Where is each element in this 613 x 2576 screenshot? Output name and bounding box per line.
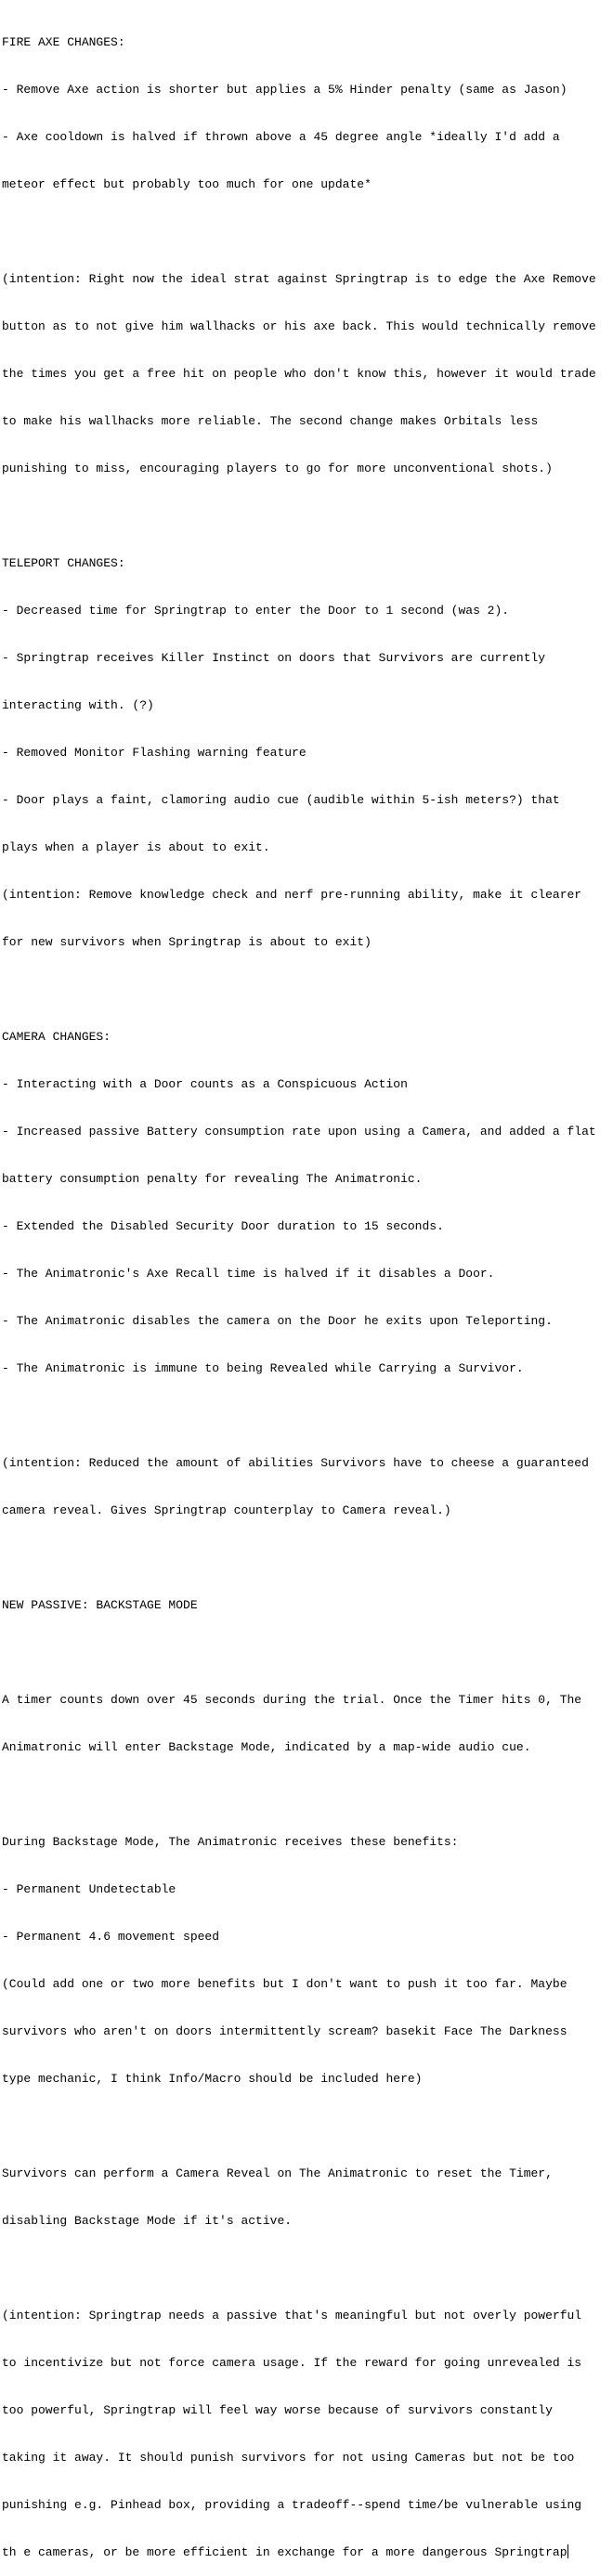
text-line xyxy=(2,982,611,997)
text-line xyxy=(2,1645,611,1660)
text-line: During Backstage Mode, The Animatronic receives these benefits: xyxy=(2,1835,459,1849)
text-line: taking it away. It should punish survivors for not using Cameras but not be too xyxy=(2,2451,575,2465)
text-line: Animatronic will enter Backstage Mode, indicated by a map-wide audio cue. xyxy=(2,1740,531,1754)
text-line: - Axe cooldown is halved if thrown above a 45 degree angle *ideally I'd add a xyxy=(2,130,560,144)
text-line: (intention: Reduced the amount of abilities Survivors have to cheese a guaranteed xyxy=(2,1456,589,1470)
text-line: - Extended the Disabled Security Door duration to 15 seconds. xyxy=(2,1219,444,1233)
text-line: interacting with. (?) xyxy=(2,698,154,712)
text-line: - The Animatronic is immune to being Revealed while Carrying a Survivor. xyxy=(2,1361,524,1375)
text-line: A timer counts down over 45 seconds during the trial. Once the Timer hits 0, The xyxy=(2,1693,582,1707)
text-line: the times you get a free hit on people who don't know this, however it would trade xyxy=(2,367,596,381)
text-line: (Could add one or two more benefits but I don't want to push it too far. Maybe xyxy=(2,1977,567,1991)
text-line: - Permanent Undetectable xyxy=(2,1882,176,1896)
text-line: Survivors can perform a Camera Reveal on The Animatronic to reset the Timer, xyxy=(2,2166,553,2180)
text-line: - Door plays a faint, clamoring audio cue (audible within 5-ish meters?) that xyxy=(2,793,560,807)
text-line: (intention: Right now the ideal strat against Springtrap is to edge the Axe Remove xyxy=(2,272,596,286)
text-line: camera reveal. Gives Springtrap counterplay to Camera reveal.) xyxy=(2,1503,451,1517)
text-line: - Remove Axe action is shorter but applies a 5% Hinder penalty (same as Jason) xyxy=(2,83,567,97)
text-document[interactable] xyxy=(2,3,611,2576)
text-line: button as to not give him wallhacks or his axe back. This would technically remove xyxy=(2,319,596,333)
text-line: FIRE AXE CHANGES: xyxy=(2,35,125,49)
text-line-last xyxy=(2,2544,611,2560)
text-line: too powerful, Springtrap will feel way worse because of survivors constantly xyxy=(2,2403,553,2417)
text-line: - The Animatronic disables the camera on the Door he exits upon Teleporting. xyxy=(2,1314,553,1328)
text-line: - Permanent 4.6 movement speed xyxy=(2,1930,220,1944)
text-line xyxy=(2,1408,611,1424)
text-line xyxy=(2,1550,611,1566)
text-line: - Decreased time for Springtrap to enter the Door to 1 second (was 2). xyxy=(2,604,510,618)
text-line-content: th e cameras, or be more efficient in exchange for a more dangerous Springtrap xyxy=(2,2545,567,2559)
text-line: meteor effect but probably too much for one update* xyxy=(2,177,372,191)
text-line: punishing to miss, encouraging players to go for more unconventional shots.) xyxy=(2,462,553,475)
text-cursor xyxy=(567,2544,568,2558)
text-line: NEW PASSIVE: BACKSTAGE MODE xyxy=(2,1598,198,1612)
text-line: CAMERA CHANGES: xyxy=(2,1030,111,1044)
text-line: for new survivors when Springtrap is about to exit) xyxy=(2,935,372,949)
text-line: punishing e.g. Pinhead box, providing a tradeoff--spend time/be vulnerable using xyxy=(2,2498,582,2512)
text-line xyxy=(2,1787,611,1802)
text-line: (intention: Remove knowledge check and nerf pre-running ability, make it clearer xyxy=(2,888,582,902)
text-line: battery consumption penalty for revealing The Animatronic. xyxy=(2,1172,423,1186)
text-line: (intention: Springtrap needs a passive that's meaningful but not overly powerful xyxy=(2,2309,582,2322)
text-line: to make his wallhacks more reliable. The second change makes Orbitals less xyxy=(2,414,539,428)
text-line xyxy=(2,224,611,240)
text-line: - Increased passive Battery consumption rate upon using a Camera, and added a flat xyxy=(2,1125,596,1138)
text-line: TELEPORT CHANGES: xyxy=(2,556,125,570)
text-line: - Springtrap receives Killer Instinct on doors that Survivors are currently xyxy=(2,651,546,665)
text-line xyxy=(2,508,611,524)
text-line: type mechanic, I think Info/Macro should be included here) xyxy=(2,2072,423,2086)
text-line: - Removed Monitor Flashing warning feature xyxy=(2,746,306,760)
text-line: to incentivize but not force camera usage. If the reward for going unrevealed is xyxy=(2,2356,582,2370)
text-line xyxy=(2,2260,611,2276)
text-line: - The Animatronic's Axe Recall time is halved if it disables a Door. xyxy=(2,1267,495,1281)
text-line: plays when a player is about to exit. xyxy=(2,840,270,854)
text-line: disabling Backstage Mode if it's active. xyxy=(2,2214,293,2228)
text-line: - Interacting with a Door counts as a Conspicuous Action xyxy=(2,1077,408,1091)
text-line: survivors who aren't on doors intermittently scream? basekit Face The Darkness xyxy=(2,2024,567,2038)
text-line xyxy=(2,2118,611,2134)
